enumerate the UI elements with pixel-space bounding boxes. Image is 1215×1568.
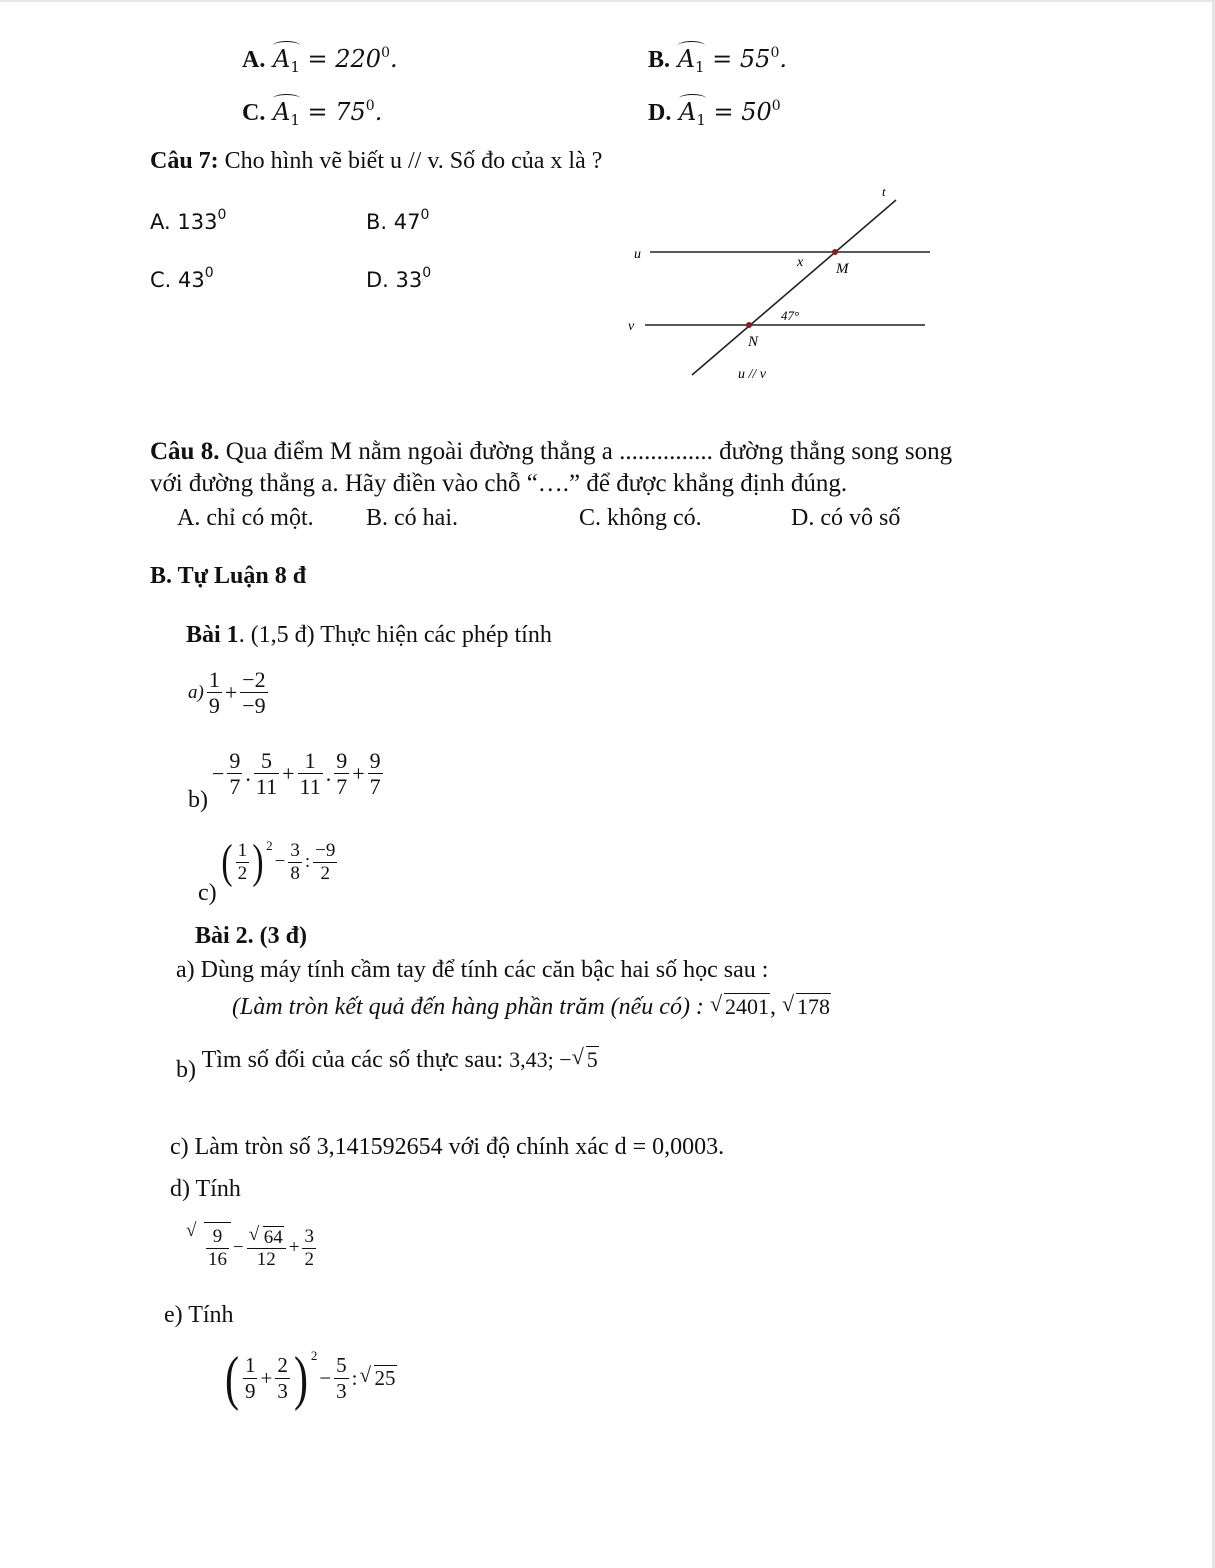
numerator: 9	[369, 748, 381, 773]
bai2-b	[176, 1046, 599, 1083]
question-text: Cho hình vẽ biết u // v. Số đo của x là ?	[218, 148, 603, 174]
numerator	[247, 1226, 286, 1250]
numerator: 3	[304, 1226, 314, 1247]
denominator: 3	[336, 1378, 347, 1403]
exponent: 2	[310, 1348, 318, 1363]
denominator: 2	[320, 862, 330, 884]
operator: −	[212, 760, 225, 786]
angle-sub: 1	[696, 111, 706, 129]
numerator: 9	[336, 748, 348, 773]
q6-option-c	[242, 98, 382, 129]
degree-sup: 0	[770, 45, 780, 61]
denominator: 3	[277, 1378, 288, 1403]
denominator: 8	[290, 862, 300, 884]
bai2-e-expression	[222, 1345, 397, 1411]
label-m: M	[836, 261, 849, 277]
option-value: = 55	[704, 45, 771, 73]
operator: +	[282, 760, 295, 786]
item-label: b)	[176, 1057, 196, 1083]
parallel-lines-figure	[600, 180, 940, 390]
denominator: −9	[242, 693, 266, 719]
bai2-e-label: e) Tính	[164, 1302, 234, 1328]
q8-option-b: B. có hai.	[366, 505, 458, 531]
option-text: C. 43	[150, 268, 205, 292]
label-x: x	[797, 255, 804, 270]
fraction	[240, 667, 267, 719]
radicand: 64	[263, 1226, 283, 1248]
option-letter: B.	[648, 47, 671, 73]
angle-var: A	[678, 98, 697, 126]
numerator: −2	[242, 667, 266, 692]
transversal-t	[692, 200, 896, 375]
note-text: (Làm tròn kết quả đến hàng phần trăm (nếu có) :	[232, 994, 704, 1020]
label-angle: 47°	[781, 308, 800, 323]
sqrt-fraction	[186, 1222, 231, 1271]
denominator: 2	[237, 862, 248, 884]
fraction	[298, 748, 323, 800]
q8-line2: với đường thẳng a. Hãy điền vào chỗ “….” để được khẳng định đúng.	[150, 470, 848, 497]
fraction	[247, 1226, 286, 1272]
sqrt-2401	[710, 993, 770, 1020]
fraction	[243, 1353, 258, 1402]
operator: −	[233, 1237, 244, 1259]
radicand: 25	[374, 1366, 396, 1390]
angle-sub: 1	[290, 111, 300, 129]
denominator: 9	[208, 693, 220, 719]
option-end: .	[779, 45, 788, 73]
bai2-a-note	[232, 993, 831, 1021]
fraction	[334, 748, 349, 800]
operator: .	[325, 760, 332, 786]
operator: +	[288, 1237, 300, 1259]
exercise-label: Bài 1	[186, 622, 239, 648]
question-label: Câu 7:	[150, 148, 219, 174]
fraction	[334, 1353, 349, 1402]
denominator: 16	[208, 1248, 227, 1270]
numerator: 2	[277, 1353, 288, 1378]
fraction	[288, 840, 302, 885]
fraction	[207, 667, 222, 719]
q8-line1	[150, 438, 952, 466]
bai1-heading	[186, 622, 552, 649]
fraction	[227, 748, 242, 800]
exercise-text: Thực hiện các phép tính	[314, 622, 552, 648]
option-text: B. 47	[366, 210, 421, 234]
operator: −	[274, 851, 286, 872]
numerator: 1	[208, 667, 220, 692]
question-label: Câu 8.	[150, 438, 220, 465]
operator: :	[304, 851, 311, 872]
item-label: a)	[188, 681, 204, 703]
option-end: .	[389, 45, 398, 73]
radicand	[204, 1222, 231, 1271]
numerator: 1	[237, 839, 248, 861]
fraction	[275, 1353, 290, 1402]
fraction	[206, 1226, 229, 1271]
bai1-b-expression	[186, 748, 384, 814]
operator: +	[352, 760, 365, 786]
angle-symbol	[678, 45, 705, 76]
q7-option-a	[150, 207, 226, 234]
operator: +	[224, 679, 238, 705]
right-paren: )	[293, 1345, 308, 1411]
fraction	[302, 1226, 316, 1271]
bai2-c: c) Làm tròn số 3,141592654 với độ chính xác d = 0,0003.	[170, 1134, 725, 1160]
bai1-a-expression	[186, 667, 269, 719]
numerator: √ 9	[206, 1226, 229, 1249]
numerator: 3	[290, 839, 300, 861]
sqrt-64	[249, 1226, 284, 1249]
right-paren: )	[252, 835, 264, 888]
fraction	[313, 840, 337, 885]
angle-var: A	[272, 98, 291, 126]
page-top-edge	[0, 0, 1215, 2]
bai2-a-text: a) Dùng máy tính cầm tay để tính các căn bậc hai số học sau :	[176, 957, 769, 983]
fraction	[368, 748, 383, 800]
operator: +	[260, 1365, 273, 1390]
option-value: = 220	[299, 45, 382, 73]
degree-sup: 0	[422, 265, 432, 281]
fraction	[254, 748, 279, 800]
q8-option-a: A. chỉ có một.	[177, 505, 314, 531]
label-u: u	[634, 247, 641, 262]
degree-sup: 0	[381, 45, 390, 61]
angle-var: A	[272, 45, 291, 73]
numerator: −9	[315, 839, 336, 861]
numerator: 5	[254, 748, 279, 774]
numerator: 9	[229, 748, 241, 773]
operator: −	[319, 1365, 332, 1390]
q7-option-c	[150, 265, 214, 292]
q8-option-d: D. có vô số	[791, 505, 901, 531]
radicand: 5	[586, 1047, 598, 1072]
denominator: 12	[256, 1249, 276, 1271]
point-m	[832, 249, 838, 255]
angle-sub: 1	[695, 58, 705, 76]
item-label: c)	[198, 880, 217, 907]
figure-caption: u // v	[738, 367, 766, 382]
item-label: b)	[188, 786, 208, 813]
angle-symbol	[273, 45, 300, 76]
label-v: v	[628, 319, 635, 334]
denominator: 2	[304, 1248, 314, 1270]
point-n	[746, 322, 752, 328]
denominator: 9	[244, 1378, 256, 1403]
numerator: 1	[244, 1353, 256, 1378]
item-text: Tìm số đối của các số thực sau:	[196, 1047, 510, 1073]
label-t: t	[882, 184, 886, 199]
option-value: = 50	[705, 98, 772, 126]
sqrt-25	[360, 1365, 397, 1391]
numerator: 1	[298, 748, 323, 774]
bai1-c-expression	[196, 835, 338, 907]
option-text: A. 133	[150, 210, 218, 234]
sqrt-5	[572, 1046, 599, 1073]
sqrt-178	[782, 993, 831, 1020]
denominator: 7	[336, 774, 348, 800]
denominator: 11	[299, 774, 321, 800]
q7-option-b	[366, 207, 429, 234]
degree-sup: 0	[365, 98, 375, 114]
q6-option-a	[242, 45, 398, 76]
q6-option-d	[648, 98, 781, 129]
denominator: 7	[229, 774, 241, 800]
option-letter: D.	[648, 100, 672, 126]
option-letter: C.	[242, 100, 266, 126]
operator: :	[351, 1365, 358, 1390]
bai2-heading: Bài 2. (3 đ)	[195, 923, 308, 949]
fraction	[236, 840, 250, 885]
degree-sup: 0	[771, 98, 781, 114]
part-b-title: B. Tự Luận 8 đ	[150, 563, 307, 589]
denominator: 7	[369, 774, 381, 800]
bai2-d-expression	[186, 1222, 317, 1271]
angle-var: A	[677, 45, 695, 73]
numerator: 5	[336, 1353, 347, 1378]
q8-option-c: C. không có.	[579, 505, 702, 531]
radicand: 2401	[724, 994, 769, 1019]
radicand: 178	[796, 994, 830, 1019]
operator: .	[245, 760, 251, 786]
degree-sup: 0	[217, 207, 227, 223]
option-value: = 75	[299, 98, 366, 126]
option-end: .	[374, 98, 383, 126]
q6-option-b	[648, 45, 787, 76]
degree-sup: 0	[204, 265, 214, 281]
comma: ,	[769, 994, 776, 1020]
exponent: 2	[266, 838, 273, 853]
denominator: 11	[255, 774, 278, 800]
left-paren: (	[224, 1345, 239, 1411]
label-n: N	[748, 334, 759, 350]
angle-symbol	[273, 98, 300, 129]
angle-symbol	[679, 98, 706, 129]
angle-sub: 1	[290, 58, 300, 76]
option-text: D. 33	[366, 268, 423, 292]
q7-question	[150, 148, 602, 175]
q7-option-d	[366, 265, 431, 292]
question-text: Qua điểm M nằm ngoài đường thẳng a ............... đường thẳng song song	[219, 438, 953, 465]
bai2-d-label: d) Tính	[170, 1176, 241, 1202]
option-letter: A.	[242, 47, 266, 73]
exercise-points: . (1,5 đ)	[238, 622, 315, 648]
degree-sup: 0	[420, 207, 430, 223]
real-values: 3,43; −	[509, 1047, 572, 1072]
left-paren: (	[221, 835, 233, 888]
